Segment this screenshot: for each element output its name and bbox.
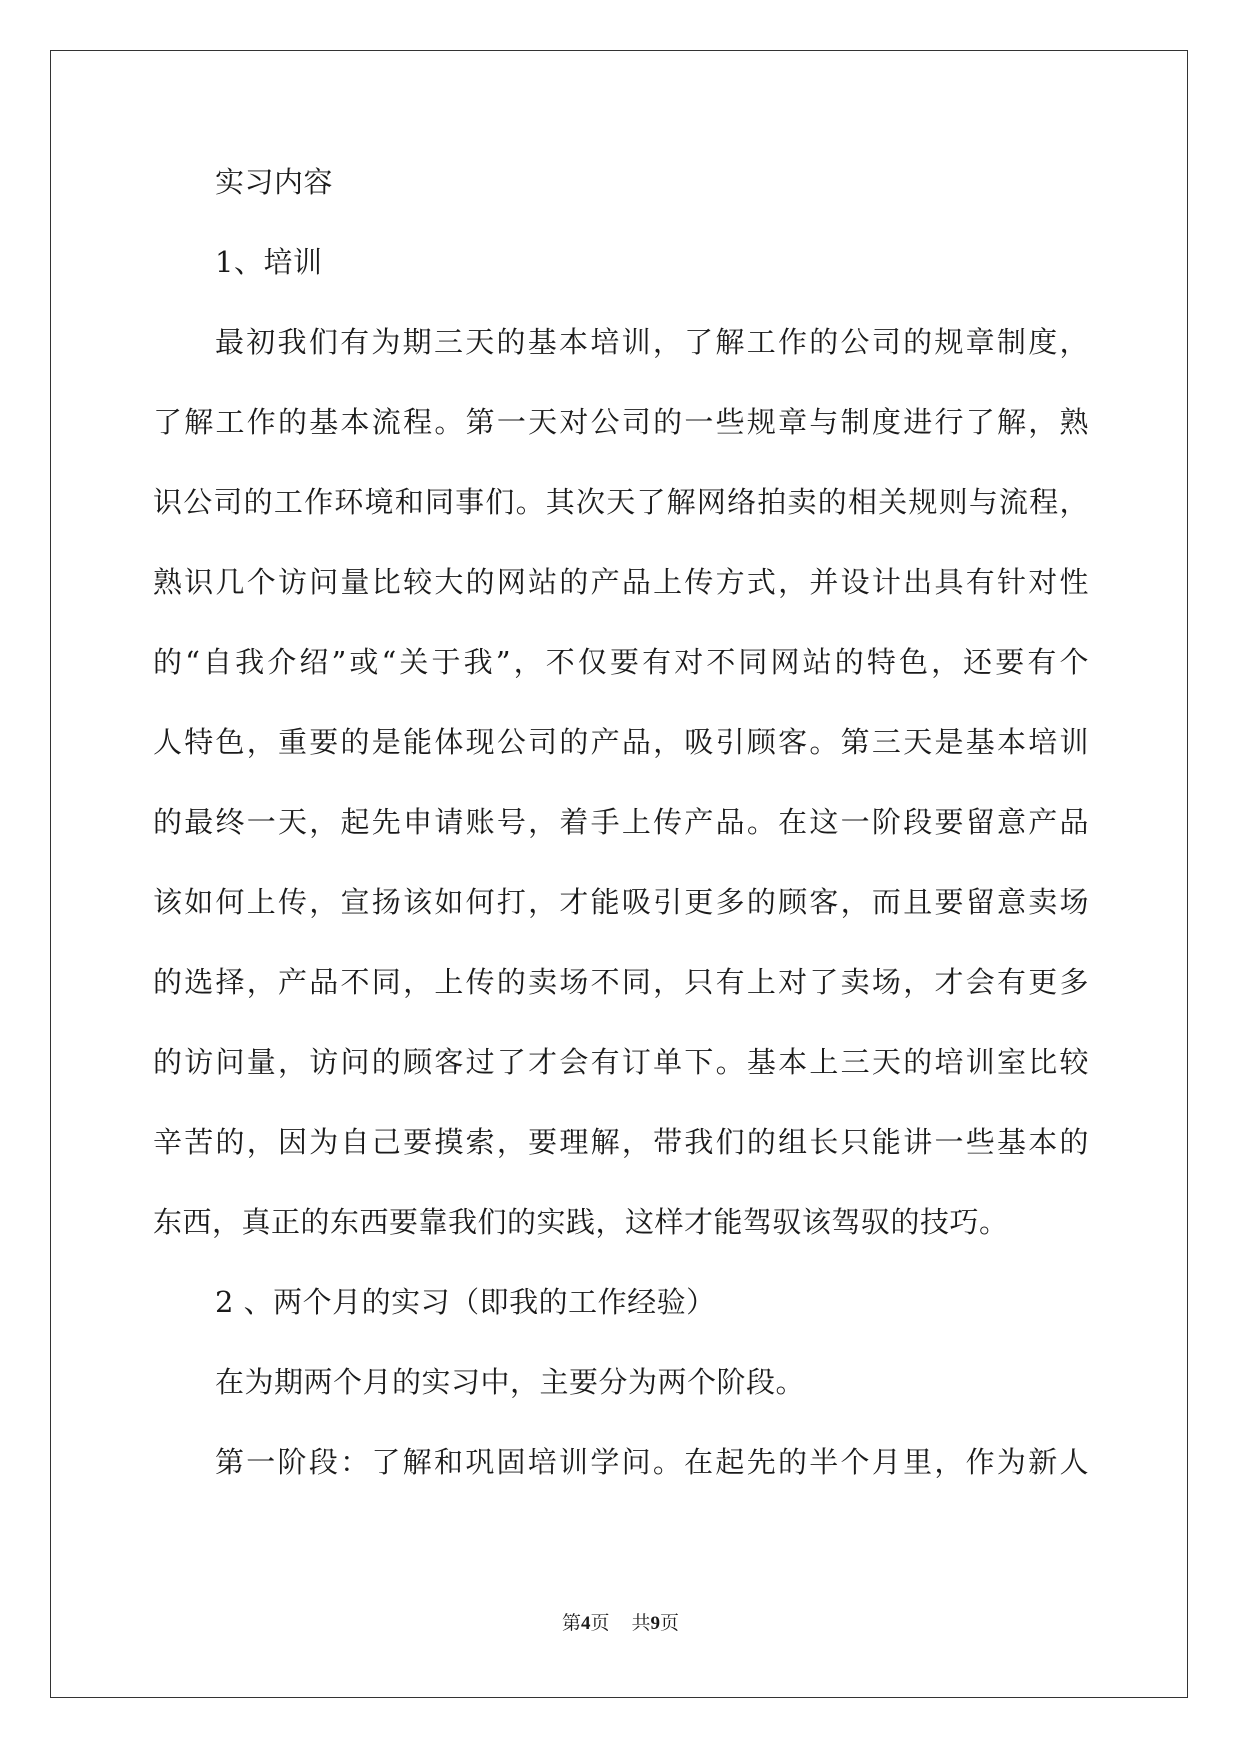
paragraph-line: 的“自我介绍”或“关于我”，不仅要有对不同网站的特色，还要有个: [153, 646, 1089, 679]
paragraph-line: 的访问量，访问的顾客过了才会有订单下。基本上三天的培训室比较: [153, 1046, 1089, 1079]
paragraph-line: 的选择，产品不同，上传的卖场不同，只有上对了卖场，才会有更多: [153, 966, 1089, 999]
paragraph-line: 了解工作的基本流程。第一天对公司的一些规章与制度进行了解，熟: [153, 406, 1089, 439]
paragraph-line: 第一阶段：了解和巩固培训学问。在起先的半个月里，作为新人: [215, 1446, 1089, 1479]
paragraph-line: 识公司的工作环境和同事们。其次天了解网络拍卖的相关规则与流程，: [153, 486, 1089, 519]
subsection-heading: 1、培训: [215, 245, 323, 279]
section-heading: 实习内容: [215, 165, 334, 199]
document-body: [153, 166, 1089, 1526]
paragraph-line: 东西，真正的东西要靠我们的实践，这样才能驾驭该驾驭的技巧。: [153, 1205, 1009, 1239]
total-pages-number: 9: [650, 1613, 661, 1634]
paragraph-line: 辛苦的，因为自己要摸索，要理解，带我们的组长只能讲一些基本的: [153, 1126, 1089, 1159]
footer-prefix: 第: [561, 1613, 581, 1634]
paragraph-line: 最初我们有为期三天的基本培训，了解工作的公司的规章制度，: [215, 326, 1089, 359]
paragraph-line: 人特色，重要的是能体现公司的产品，吸引顾客。第三天是基本培训: [153, 726, 1089, 759]
paragraph-line: 熟识几个访问量比较大的网站的产品上传方式，并设计出具有针对性: [153, 566, 1089, 599]
footer-page-suffix: 页: [590, 1613, 610, 1634]
footer-total-suffix: 页: [660, 1613, 680, 1634]
footer-total-prefix: 共: [631, 1613, 651, 1634]
page-footer: [0, 1608, 1241, 1635]
subsection-heading: 2 、两个月的实习（即我的工作经验）: [215, 1285, 716, 1319]
paragraph-line: 在为期两个月的实习中，主要分为两个阶段。: [215, 1365, 806, 1399]
current-page-number: 4: [580, 1613, 591, 1634]
paragraph-line: 该如何上传，宣扬该如何打，才能吸引更多的顾客，而且要留意卖场: [153, 886, 1089, 919]
paragraph-line: 的最终一天，起先申请账号，着手上传产品。在这一阶段要留意产品: [153, 806, 1089, 839]
